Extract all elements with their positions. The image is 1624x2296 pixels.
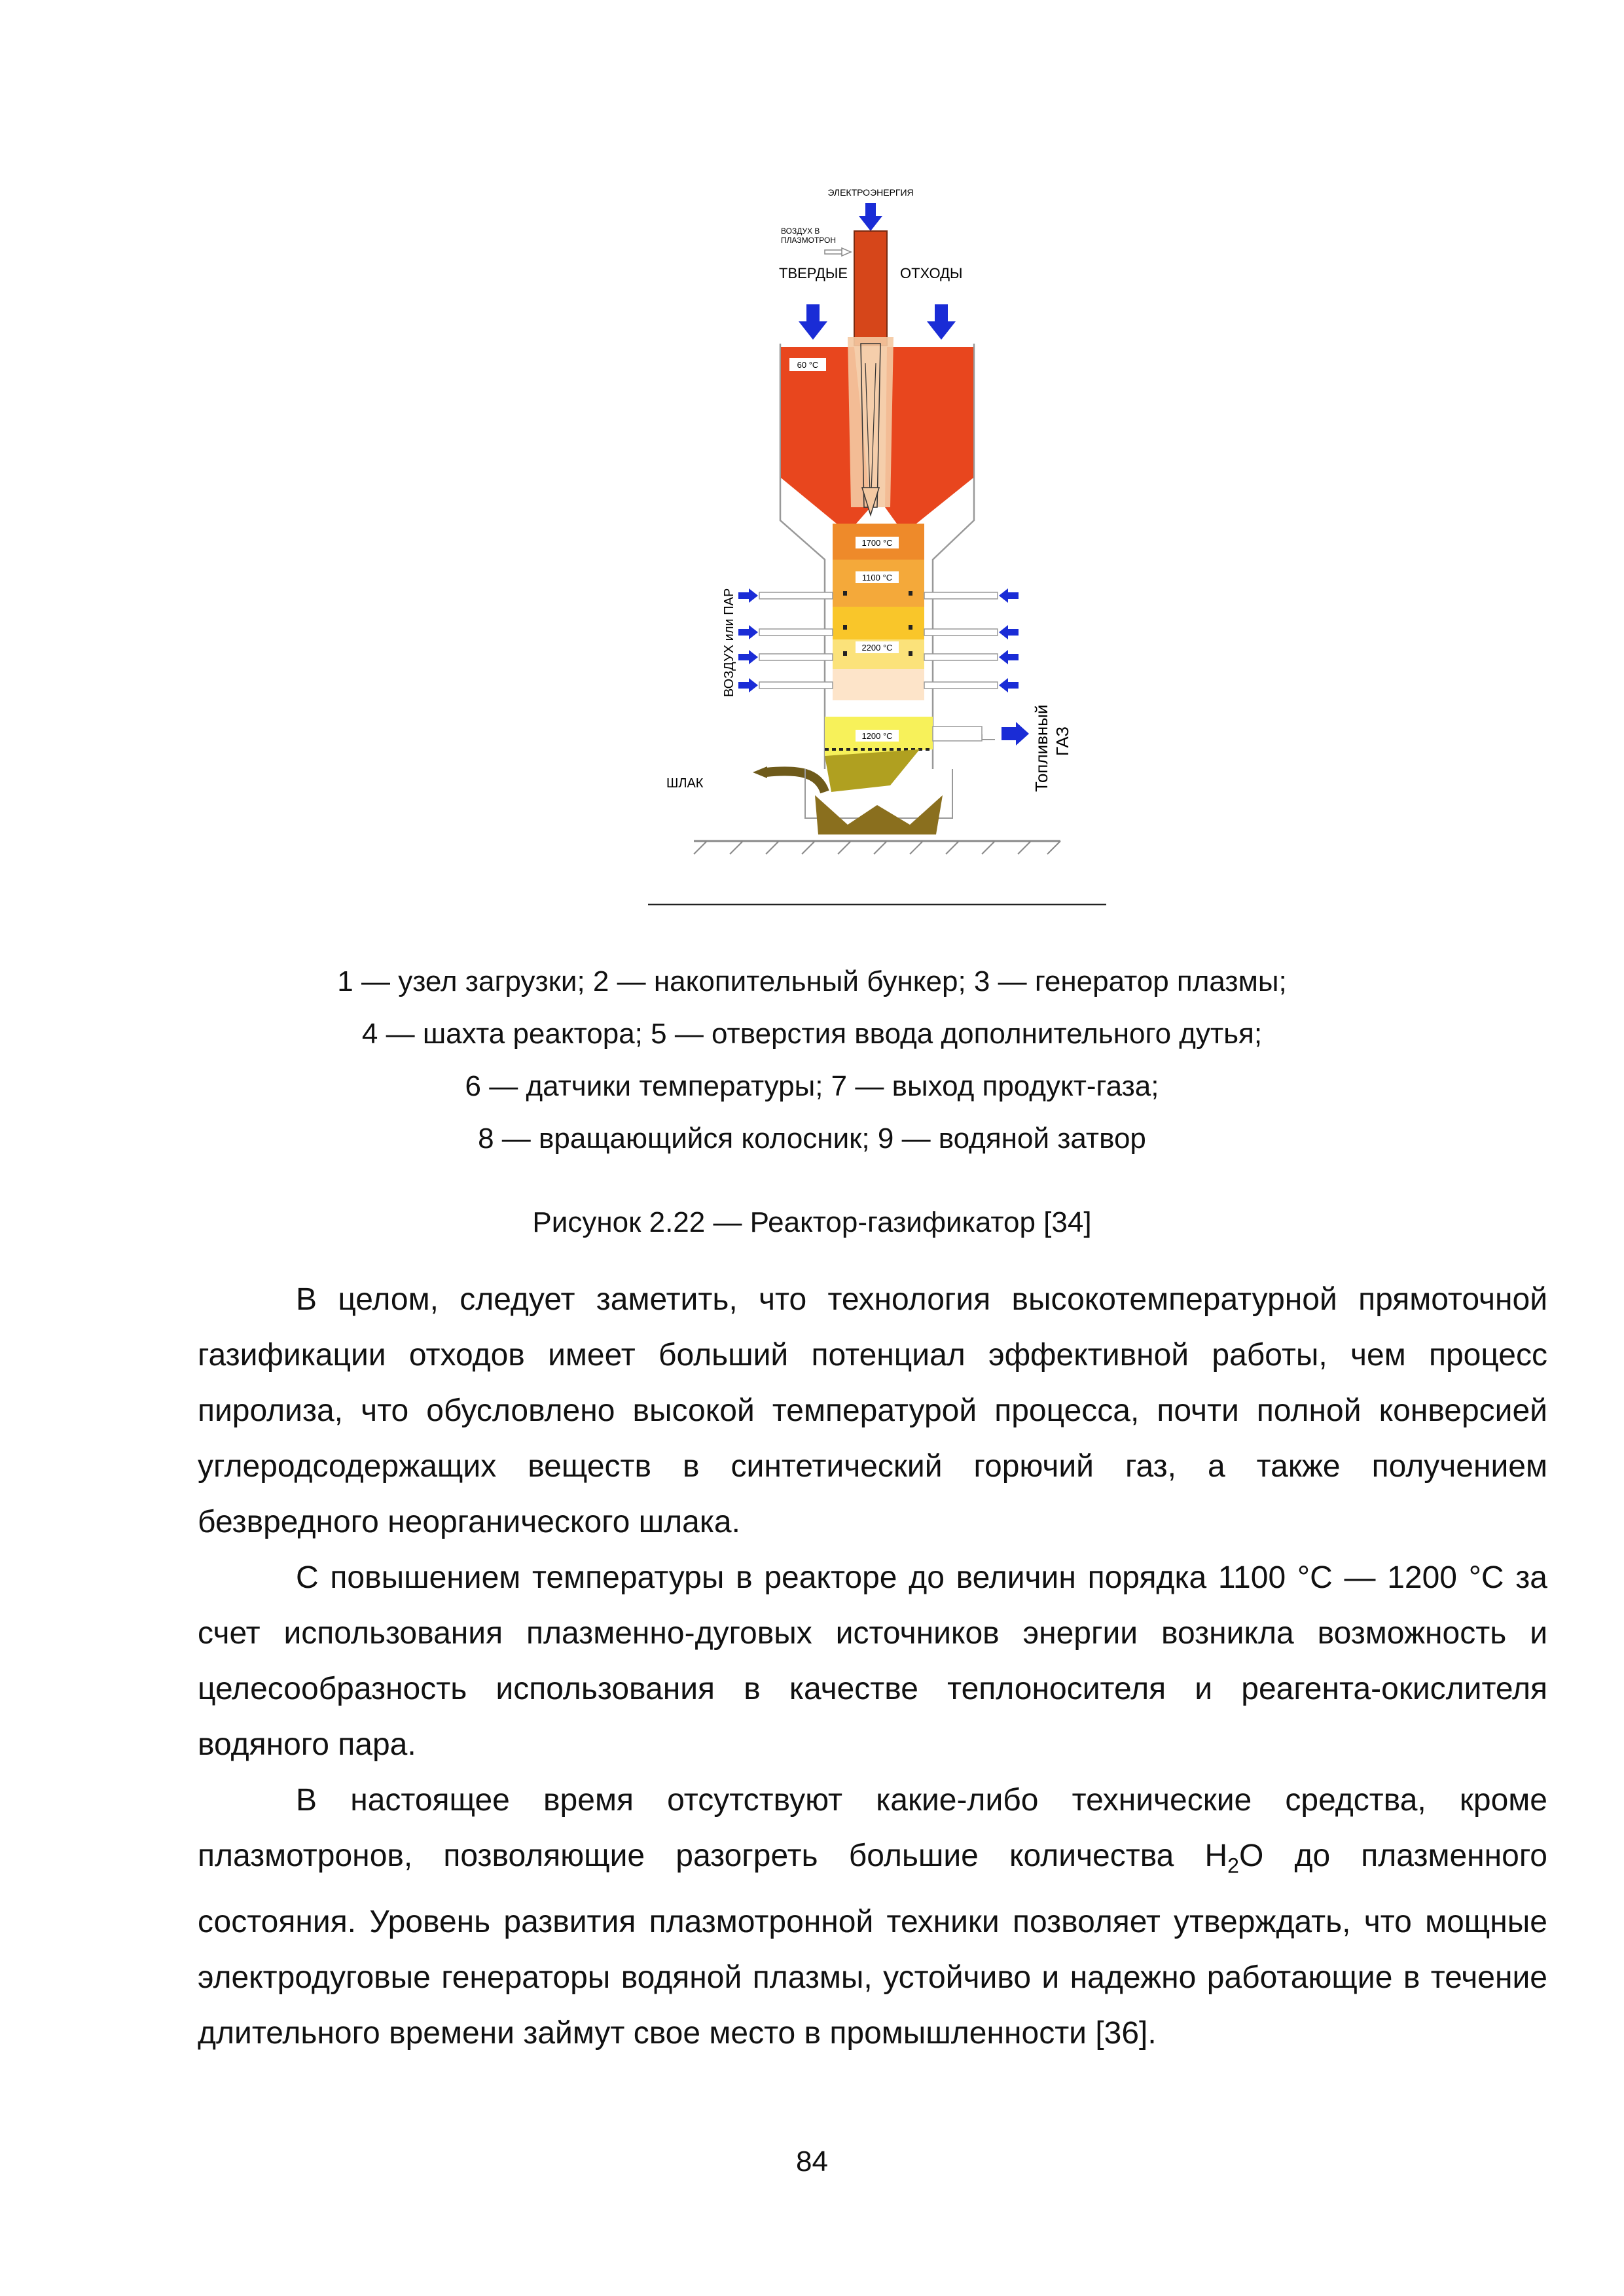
plasma-generator (854, 231, 887, 346)
air-plasmatron-arrow (825, 248, 851, 256)
label-air-steam: ВОЗДУХ или ПАР (722, 588, 736, 697)
legend-line-1: 1 — узел загрузки; 2 — накопительный бункер; 3 — генератор плазмы; (337, 965, 1287, 997)
paragraph-3-part-2: O до плазменного состояния. Уровень развития плазмотронной техники позволяет утверждать, что мощные электродуговые генераторы водяной плазмы, устойчиво и надежно работающие в течение длительного времени займут свое место в промышленности [36]. (198, 1839, 1548, 2051)
temp-label-1200: 1200 °С (861, 731, 893, 741)
air-steam-inlets-right (924, 592, 998, 689)
slag-pipe (766, 771, 825, 792)
temp-label-60: 60 °С (797, 360, 819, 370)
temp-label-1700: 1700 °С (861, 538, 893, 548)
slag-chute (825, 749, 920, 792)
legend-line-3: 6 — датчики температуры; 7 — выход продукт-газа; (465, 1070, 1159, 1102)
label-electricity: ЭЛЕКТРОЭНЕРГИЯ (827, 187, 914, 198)
label-fuel-gas-2: ГАЗ (1053, 726, 1072, 756)
solid-waste-arrow-left (799, 304, 827, 340)
air-steam-inlets-left (759, 592, 833, 689)
legend-line-4: 8 — вращающийся колосник; 9 — водяной затвор (478, 1122, 1146, 1155)
reactor-diagram (628, 180, 1126, 913)
paragraph-3 (198, 1772, 1547, 2061)
page-number: 84 (796, 2145, 828, 2178)
fuel-gas-outlet (933, 722, 1029, 745)
paragraph-2: С повышением температуры в реакторе до величин порядка 1100 °С — 1200 °С за счет использования плазменно-дуговых источников энергии возникла возможность и целесообразность использования в качестве теплоносителя и реагента-окислителя водяного пара. (198, 1560, 1547, 1762)
paragraph-3-part-1: В настоящее время отсутствуют какие-либо технические средства, кроме плазмотронов, позволяющие разогреть большие количества H (198, 1783, 1547, 1873)
label-solid: ТВЕРДЫЕ (779, 265, 848, 281)
reactor-shaft (825, 524, 933, 756)
subscript-2: 2 (1227, 1854, 1239, 1878)
legend-line-2: 4 — шахта реактора; 5 — отверстия ввода дополнительного дутья; (361, 1018, 1263, 1050)
label-slag: ШЛАК (666, 776, 704, 791)
temp-label-1100: 1100 °С (861, 573, 893, 583)
label-waste: ОТХОДЫ (900, 265, 963, 281)
electricity-arrow (859, 203, 882, 231)
paragraph-1: В целом, следует заметить, что технология высокотемпературной прямоточной газификации отходов имеет больший потенциал эффективной работы, чем процесс пиролиза, что обусловлено высокой температурой процесса, почти полной конверсией углеродсодержащих веществ в синтетический горючий газ, а также получением безвредного неорганического шлака. (198, 1282, 1547, 1539)
figure-caption: Рисунок 2.22 — Реактор-газификатор [34] (532, 1206, 1092, 1238)
label-fuel-gas-1: Топливный (1032, 704, 1051, 792)
label-air-plasmatron-2: ПЛАЗМОТРОН (781, 236, 837, 245)
label-air-plasmatron-1: ВОЗДУХ В (781, 226, 820, 236)
reactor-gasifier-figure (628, 180, 1126, 913)
solid-waste-arrow-right (927, 304, 956, 340)
temp-label-2200: 2200 °С (861, 643, 893, 653)
